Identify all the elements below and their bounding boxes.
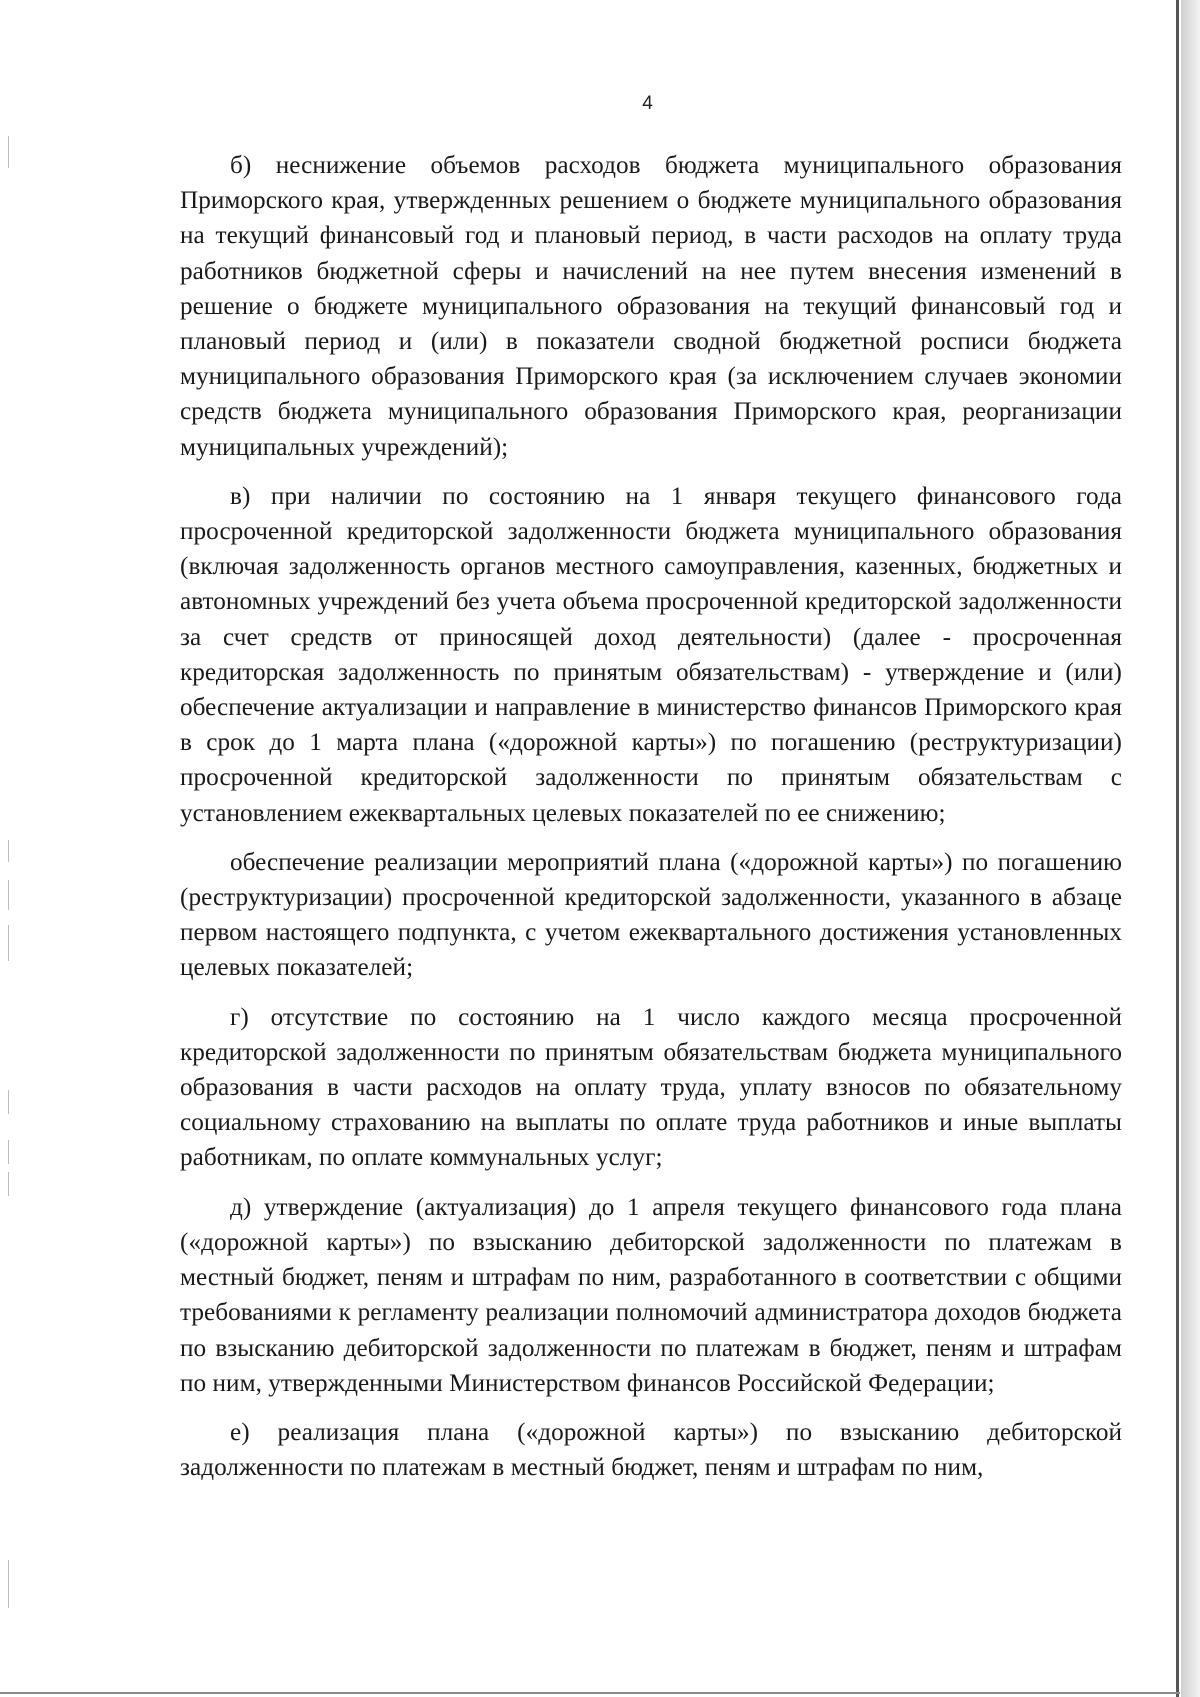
scan-artifact — [8, 880, 9, 910]
scan-margin-right — [1181, 0, 1200, 1697]
scan-edge-right — [1176, 0, 1179, 1697]
paragraph-d: д) утверждение (актуализация) до 1 апреля текущего финансового года плана («дорожной карты») по взысканию дебиторской задолженности по платежам в местный бюджет, пеням и штрафам по ним, разработанного в соответствии с общими требованиями к регламенту реализации полномочий администратора доходов бюджета по взысканию дебиторской задолженности по платежам в бюджет, пеням и штрафам по ним, утвержденными Министерством финансов Российской Федерации; — [180, 1193, 1122, 1397]
paragraph-g: г) отсутствие по состоянию на 1 число каждого месяца просроченной кредиторской задолженности по принятым обязательствам бюджета муниципального образования в части расходов на оплату труда, уплату взносов по обязательному социальному страхованию на выплаты по оплате труда работников и иные выплаты работникам, по оплате коммунальных услуг; — [180, 1003, 1122, 1172]
scan-artifact — [8, 1560, 9, 1608]
scan-artifact — [8, 1172, 9, 1196]
scan-artifact — [8, 1140, 9, 1164]
paragraph-v-continuation: обеспечение реализации мероприятий плана («дорожной карты») по погашению (реструктуризации) просроченной кредиторской задолженности, указанного в абзаце первом настоящего подпункта, с учетом ежеквартального достижения установленных целевых показателей; — [180, 848, 1122, 982]
scan-artifact — [8, 136, 9, 168]
scan-artifact — [8, 840, 9, 862]
scan-artifact — [8, 925, 9, 961]
document-body — [180, 148, 1122, 1485]
scan-edge-bottom — [0, 1692, 1180, 1694]
page-number: 4 — [642, 93, 653, 114]
paragraph-v: в) при наличии по состоянию на 1 января текущего финансового года просроченной кредиторской задолженности бюджета муниципального образования (включая задолженность органов местного самоуправления, казенных, бюджетных и автономных учреждений без учета объема просроченной кредиторской задолженности за счет средств от приносящей доход деятельности) (далее - просроченная кредиторская задолженность по принятым обязательствам) - утверждение и (или) обеспечение актуализации и направление в министерство финансов Приморского края в срок до 1 марта плана («дорожной карты») по погашению (реструктуризации) просроченной кредиторской задолженности по принятым обязательствам с установлением ежеквартальных целевых показателей по ее снижению; — [180, 482, 1122, 827]
paragraph-e: е) реализация плана («дорожной карты») по взысканию дебиторской задолженности по платежам в местный бюджет, пеням и штрафам по ним, — [180, 1418, 1122, 1482]
scan-artifact — [8, 1090, 9, 1114]
paragraph-b: б) неснижение объемов расходов бюджета муниципального образования Приморского края, утвержденных решением о бюджете муниципального образования на текущий финансовый год и плановый период, в части расходов на оплату труда работников бюджетной сферы и начислений на нее путем внесения изменений в решение о бюджете муниципального образования на текущий финансовый год и плановый период и (или) в показатели сводной бюджетной росписи бюджета муниципального образования Приморского края (за исключением случаев экономии средств бюджета муниципального образования Приморского края, реорганизации муниципальных учреждений); — [180, 152, 1122, 461]
